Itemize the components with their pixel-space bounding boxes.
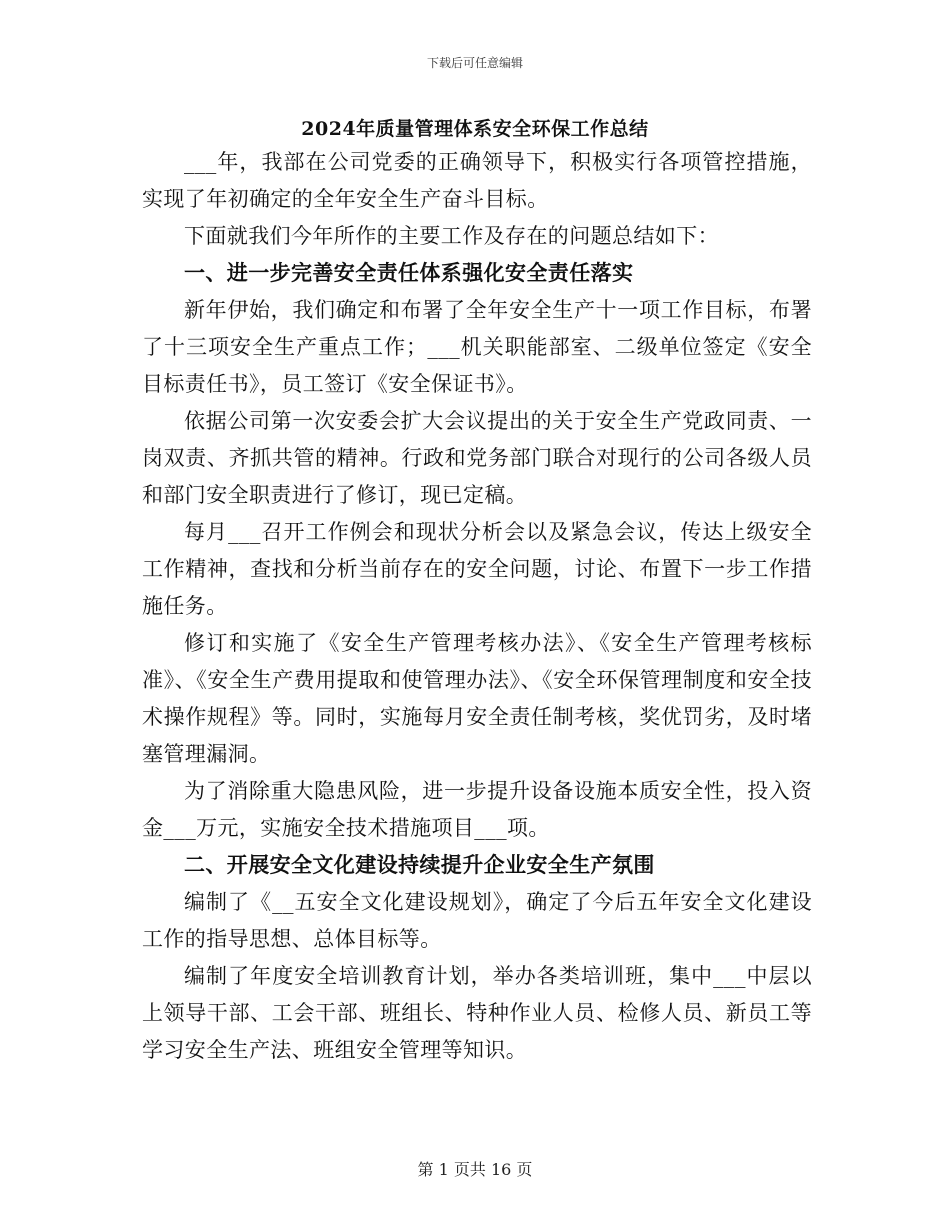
section-heading: 一、进一步完善安全责任体系强化安全责任落实 bbox=[184, 261, 634, 285]
paragraph: 每月___召开工作例会和现状分析会以及紧急会议，传达上级安全工作精神，查找和分析当前存在的安全问题，讨论、布置下一步工作措施任务。 bbox=[142, 520, 812, 618]
paragraph: 新年伊始，我们确定和布署了全年安全生产十一项工作目标，布署了十三项安全生产重点工作；___机关职能部室、二级单位签定《安全目标责任书》，员工签订《安全保证书》。 bbox=[142, 298, 812, 396]
paragraph: 修订和实施了《安全生产管理考核办法》、《安全生产管理考核标准》、《安全生产费用提取和使管理办法》、《安全环保管理制度和安全技术操作规程》等。同时，实施每月安全责任制考核，奖优罚劣，及时堵塞管理漏洞。 bbox=[142, 631, 812, 766]
document-body bbox=[142, 144, 812, 1069]
paragraph: 编制了《__五安全文化建设规划》，确定了今后五年安全文化建设工作的指导思想、总体目标等。 bbox=[142, 890, 812, 951]
paragraph: ___年，我部在公司党委的正确领导下，积极实行各项管控措施，实现了年初确定的全年安全生产奋斗目标。 bbox=[142, 150, 812, 211]
document-title: 2024年质量管理体系安全环保工作总结 bbox=[301, 118, 649, 140]
paragraph: 依据公司第一次安委会扩大会议提出的关于安全生产党政同责、一岗双责、齐抓共管的精神。行政和党务部门联合对现行的公司各级人员和部门安全职责进行了修订，现已定稿。 bbox=[142, 409, 812, 507]
paragraph: 为了消除重大隐患风险，进一步提升设备设施本质安全性，投入资金___万元，实施安全技术措施项目___项。 bbox=[142, 779, 812, 840]
page-header: 下载后可任意编辑 bbox=[426, 56, 523, 70]
section-heading: 二、开展安全文化建设持续提升企业安全生产氛围 bbox=[184, 853, 655, 877]
page-number: 第 1 页共 16 页 bbox=[417, 1160, 533, 1179]
paragraph: 编制了年度安全培训教育计划，举办各类培训班，集中___中层以上领导干部、工会干部、班组长、特种作业人员、检修人员、新员工等学习安全生产法、班组安全管理等知识。 bbox=[142, 964, 812, 1062]
paragraph: 下面就我们今年所作的主要工作及存在的问题总结如下： bbox=[184, 224, 719, 248]
